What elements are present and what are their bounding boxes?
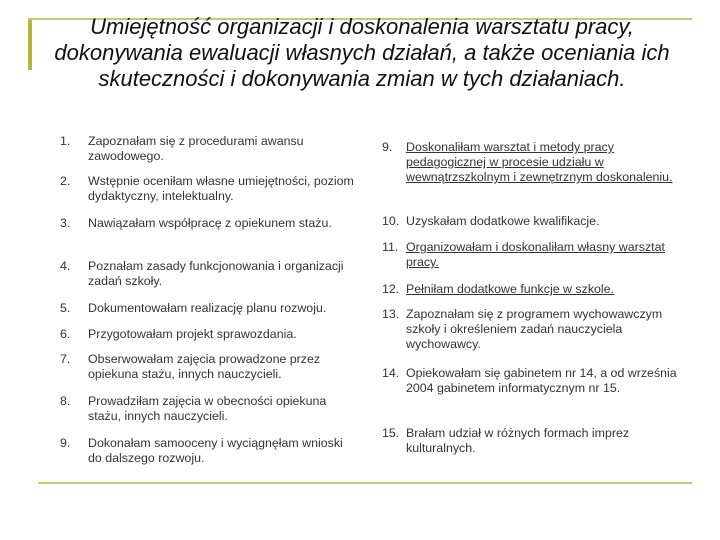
item-text: Obserwowałam zajęcia prowadzone przez opiekuna stażu, innych nauczycieli. bbox=[88, 352, 321, 381]
item-number: 12. bbox=[382, 282, 400, 296]
item-number: 10. bbox=[382, 214, 400, 228]
item-text: Opiekowałam się gabinetem nr 14, a od września 2004 gabinetem informatycznym nr 15. bbox=[406, 366, 677, 395]
item-number: 14. bbox=[382, 366, 400, 380]
title-accent-bar bbox=[28, 18, 32, 70]
item-number: 9. bbox=[382, 140, 393, 154]
list-item bbox=[60, 134, 360, 164]
item-text: Dokumentowałam realizację planu rozwoju. bbox=[88, 301, 327, 315]
list-item bbox=[382, 240, 682, 270]
list-item bbox=[382, 426, 682, 456]
item-text: Zapoznałam się z procedurami awansu zawodowego. bbox=[88, 134, 304, 163]
item-number: 3. bbox=[60, 216, 71, 230]
list-item bbox=[382, 140, 682, 185]
list-item bbox=[60, 394, 360, 424]
item-text: Dokonałam samooceny i wyciągnęłam wnioski do dalszego rozwoju. bbox=[88, 436, 343, 465]
item-text: Uzyskałam dodatkowe kwalifikacje. bbox=[406, 214, 600, 228]
list-item bbox=[60, 301, 326, 316]
item-text: Przygotowałam projekt sprawozdania. bbox=[88, 327, 297, 341]
item-number: 1. bbox=[60, 134, 71, 148]
slide-title: Umiejętność organizacji i doskonalenia warsztatu pracy, dokonywania ewaluacji własnych działań, a także oceniania ich skuteczności i dokonywania zmian w tych działaniach. bbox=[54, 14, 670, 91]
item-number: 5. bbox=[60, 301, 71, 315]
list-item bbox=[60, 327, 297, 342]
item-number: 15. bbox=[382, 426, 400, 440]
item-number: 4. bbox=[60, 259, 71, 273]
item-number: 9. bbox=[60, 436, 71, 450]
list-item bbox=[382, 214, 600, 229]
item-text: Poznałam zasady funkcjonowania i organizacji zadań szkoły. bbox=[88, 259, 344, 288]
item-text: Prowadziłam zajęcia w obecności opiekuna stażu, innych nauczycieli. bbox=[88, 394, 327, 423]
item-link[interactable]: Doskonaliłam warsztat i metody pracy pedagogicznej w procesie udziału w wewnątrzszkolnym i zewnętrznym doskonaleniu. bbox=[406, 140, 673, 184]
list-item bbox=[60, 259, 360, 289]
list-item bbox=[382, 307, 682, 352]
item-number: 8. bbox=[60, 394, 71, 408]
item-link[interactable]: Organizowałam i doskonaliłam własny warsztat pracy. bbox=[406, 240, 665, 269]
list-item bbox=[382, 282, 614, 297]
list-item bbox=[60, 174, 360, 204]
item-number: 13. bbox=[382, 307, 400, 321]
item-number: 7. bbox=[60, 352, 71, 366]
list-item bbox=[60, 216, 332, 231]
list-item bbox=[60, 436, 360, 466]
item-number: 11. bbox=[382, 240, 399, 254]
item-number: 6. bbox=[60, 327, 71, 341]
item-link[interactable]: Pełniłam dodatkowe funkcje w szkole. bbox=[406, 282, 614, 296]
item-text: Zapoznałam się z programem wychowawczym szkoły i określeniem zadań nauczyciela wychowawcy. bbox=[406, 307, 663, 351]
list-item bbox=[382, 366, 682, 396]
item-text: Brałam udział w różnych formach imprez kulturalnych. bbox=[406, 426, 630, 455]
list-item bbox=[60, 352, 360, 382]
item-text: Nawiązałam współpracę z opiekunem stażu. bbox=[88, 216, 332, 230]
item-text: Wstępnie oceniłam własne umiejętności, poziom dydaktyczny, intelektualny. bbox=[88, 174, 354, 203]
item-number: 2. bbox=[60, 174, 71, 188]
bottom-divider bbox=[38, 482, 692, 484]
